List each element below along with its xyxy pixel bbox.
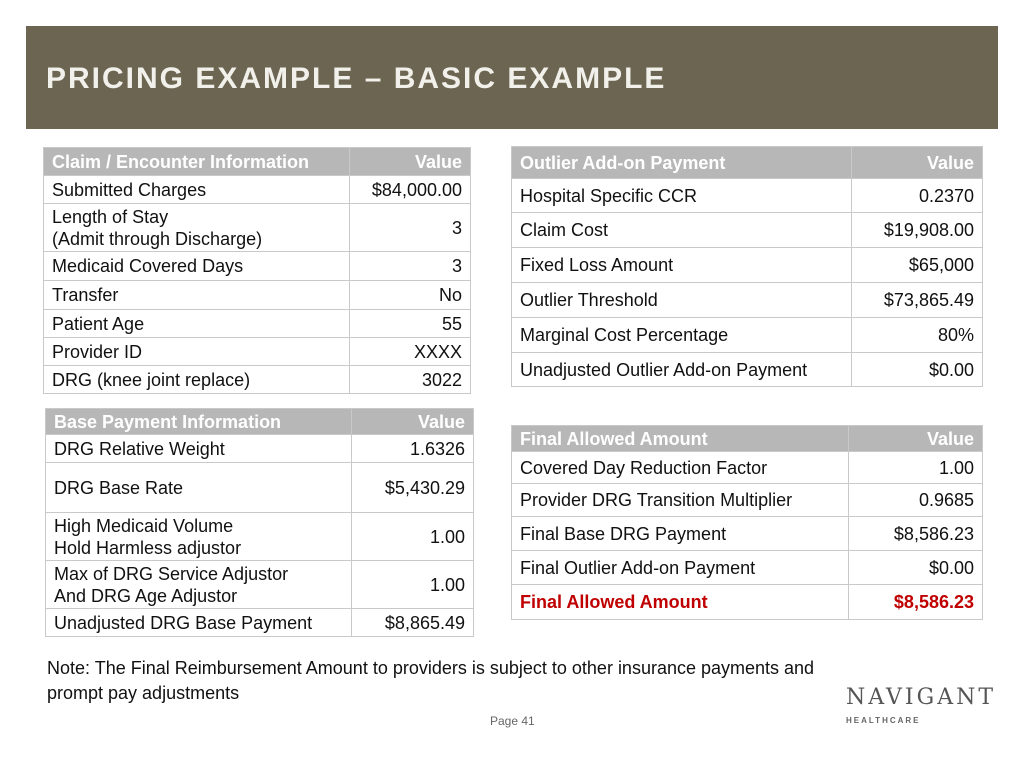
- row-value: 3: [350, 204, 471, 252]
- row-label: Claim Cost: [512, 213, 852, 248]
- page-number: Page 41: [490, 714, 535, 728]
- page-title: PRICING EXAMPLE – BASIC EXAMPLE: [46, 62, 667, 95]
- row-label: Patient Age: [44, 310, 350, 338]
- claim-encounter-table: [43, 147, 471, 394]
- row-label: Unadjusted Outlier Add-on Payment: [512, 353, 852, 387]
- row-value: 1.6326: [352, 435, 474, 463]
- row-label-line: Hold Harmless adjustor: [54, 537, 242, 558]
- column-header-label: Claim / Encounter Information: [44, 148, 350, 176]
- table-row: [44, 252, 471, 281]
- row-label-line: And DRG Age Adjustor: [54, 585, 238, 606]
- row-label: Outlier Threshold: [512, 283, 852, 318]
- column-header-value: Value: [352, 409, 474, 435]
- table-row: [44, 176, 471, 204]
- table-row: [512, 318, 983, 353]
- table-header-row: [512, 147, 983, 179]
- row-value: $73,865.49: [852, 283, 983, 318]
- logo-wordmark: NAVIGANT: [846, 685, 997, 710]
- final-total-row: [512, 585, 983, 620]
- table-row: [46, 513, 474, 561]
- table-row: [512, 283, 983, 318]
- row-value: $8,865.49: [352, 609, 474, 637]
- table-header-row: [44, 148, 471, 176]
- table-header-row: [512, 426, 983, 452]
- table-header-row: [46, 409, 474, 435]
- row-label: Covered Day Reduction Factor: [512, 452, 849, 484]
- row-value: 55: [350, 310, 471, 338]
- row-value: No: [350, 281, 471, 310]
- row-label: [44, 204, 350, 252]
- row-value: $8,586.23: [849, 585, 983, 620]
- column-header-value: Value: [849, 426, 983, 452]
- row-value: $0.00: [852, 353, 983, 387]
- table-row: [44, 366, 471, 394]
- row-value: 3: [350, 252, 471, 281]
- row-label: Provider DRG Transition Multiplier: [512, 484, 849, 517]
- navigant-logo: [846, 685, 997, 732]
- base-payment-table: [45, 408, 474, 637]
- row-label: Unadjusted DRG Base Payment: [46, 609, 352, 637]
- row-label: Fixed Loss Amount: [512, 248, 852, 283]
- table-row: [46, 609, 474, 637]
- row-label: DRG (knee joint replace): [44, 366, 350, 394]
- row-label: Hospital Specific CCR: [512, 179, 852, 213]
- outlier-payment-table: [511, 146, 983, 387]
- table-row: [44, 310, 471, 338]
- row-label: Transfer: [44, 281, 350, 310]
- row-label-line: Length of Stay: [52, 206, 169, 227]
- row-label: Marginal Cost Percentage: [512, 318, 852, 353]
- row-value: 80%: [852, 318, 983, 353]
- table-row: [512, 484, 983, 517]
- table-row: [44, 338, 471, 366]
- table-row: [44, 281, 471, 310]
- column-header-label: Outlier Add-on Payment: [512, 147, 852, 179]
- row-label-line: High Medicaid Volume: [54, 515, 234, 536]
- column-header-value: Value: [350, 148, 471, 176]
- row-label: Final Outlier Add-on Payment: [512, 551, 849, 585]
- table-row: [512, 551, 983, 585]
- row-value: 1.00: [849, 452, 983, 484]
- row-value: $19,908.00: [852, 213, 983, 248]
- row-value: $8,586.23: [849, 517, 983, 551]
- row-value: $65,000: [852, 248, 983, 283]
- row-value: 0.2370: [852, 179, 983, 213]
- table-row: [46, 435, 474, 463]
- row-value: 1.00: [352, 513, 474, 561]
- row-value: $84,000.00: [350, 176, 471, 204]
- row-value: $0.00: [849, 551, 983, 585]
- table-row: [44, 204, 471, 252]
- row-value: $5,430.29: [352, 463, 474, 513]
- row-value: 3022: [350, 366, 471, 394]
- table-row: [46, 463, 474, 513]
- column-header-label: Base Payment Information: [46, 409, 352, 435]
- row-value: 0.9685: [849, 484, 983, 517]
- row-value: XXXX: [350, 338, 471, 366]
- logo-subtitle: HEALTHCARE: [846, 716, 921, 725]
- column-header-value: Value: [852, 147, 983, 179]
- row-label: Submitted Charges: [44, 176, 350, 204]
- row-label: Medicaid Covered Days: [44, 252, 350, 281]
- row-label: Final Allowed Amount: [512, 585, 849, 620]
- table-row: [46, 561, 474, 609]
- table-row: [512, 179, 983, 213]
- row-label: DRG Relative Weight: [46, 435, 352, 463]
- column-header-label: Final Allowed Amount: [512, 426, 849, 452]
- row-label: DRG Base Rate: [46, 463, 352, 513]
- table-row: [512, 517, 983, 551]
- table-row: [512, 213, 983, 248]
- row-label: [46, 561, 352, 609]
- row-label-line: Max of DRG Service Adjustor: [54, 563, 289, 584]
- row-label: [46, 513, 352, 561]
- table-row: [512, 353, 983, 387]
- footnote: Note: The Final Reimbursement Amount to providers is subject to other insurance payments and prompt pay adjustments: [47, 658, 815, 703]
- table-row: [512, 452, 983, 484]
- row-label-line: (Admit through Discharge): [52, 228, 263, 249]
- title-banner: [26, 26, 998, 129]
- final-allowed-table: [511, 425, 983, 620]
- row-label: Provider ID: [44, 338, 350, 366]
- row-label: Final Base DRG Payment: [512, 517, 849, 551]
- row-value: 1.00: [352, 561, 474, 609]
- table-row: [512, 248, 983, 283]
